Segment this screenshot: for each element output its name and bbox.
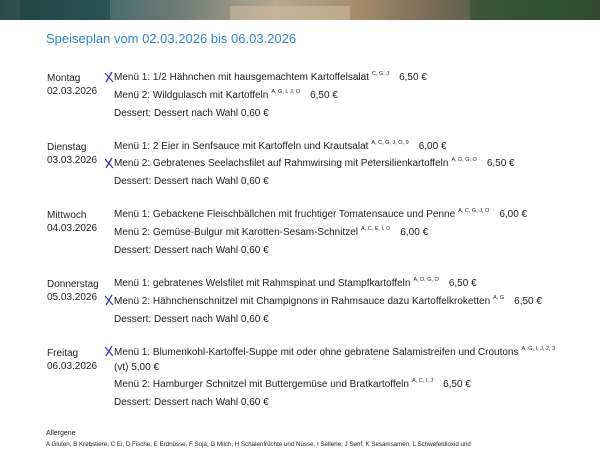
dish-price: 6,50 € <box>486 158 515 169</box>
header-photo-banner <box>0 0 600 20</box>
allergen-codes: A, D, G, O <box>451 157 477 163</box>
allergen-codes: A, C, E, I, O <box>361 226 391 232</box>
dish-menu-2 <box>114 296 542 309</box>
date: 06.03.2026 <box>47 361 98 372</box>
allergens-legend: A Gluten, B Krebstiere, C Ei, D Fische, E Erdnüsse, F Soja, G Milch, H Schalenfrüchte und Nüsse, I Sellerie, J Senf, K Sesamsamen, L Schwefeldioxid und <box>46 441 471 448</box>
allergen-codes: A, G <box>493 295 505 301</box>
dish-price: 6,00 € <box>499 209 528 220</box>
selection-mark-icon <box>104 157 114 169</box>
dish-menu-2 <box>114 90 338 103</box>
dish-menu-2 <box>114 158 515 171</box>
dish-price: 6,50 € <box>448 278 477 289</box>
banner-shape <box>230 6 350 20</box>
dish-text: Menü 2: Wildgulasch mit Kartoffeln <box>114 90 269 101</box>
banner-shape <box>470 0 590 20</box>
dish-text: Dessert: Dessert nach Wahl 0,60 € <box>114 176 269 187</box>
dish-text: Menü 1: gebratenes Welsfilet mit Rahmspinat und Stampfkartoffeln <box>114 278 411 289</box>
dish-dessert <box>114 176 269 188</box>
date: 05.03.2026 <box>47 292 98 303</box>
selection-mark-icon <box>104 71 114 83</box>
dish-text: Menü 2: Hamburger Schnitzel mit Buttergemüse und Bratkartoffeln <box>114 379 409 390</box>
weekday: Mittwoch <box>47 210 87 221</box>
selection-mark-icon <box>104 345 114 357</box>
dish-dessert <box>114 108 269 120</box>
dish-menu-1 <box>114 72 427 85</box>
dish-text: Dessert: Dessert nach Wahl 0,60 € <box>114 397 269 408</box>
dish-menu-1 <box>114 209 527 222</box>
banner-shape <box>20 0 110 20</box>
dish-text: Dessert: Dessert nach Wahl 0,60 € <box>114 245 269 256</box>
allergens-heading: Allergene <box>46 430 76 437</box>
weekday: Dienstag <box>47 142 87 153</box>
dish-price: 6,50 € <box>443 379 471 390</box>
dish-price: 6,50 € <box>514 296 542 307</box>
allergen-codes: A, C, I, J <box>411 378 434 384</box>
dish-text: Menü 2: Hähnchenschnitzel mit Champignons in Rahmsauce dazu Kartoffelkroketten <box>114 296 491 307</box>
dish-text: Menü 1: 2 Eier in Senfsauce mit Kartoffeln und Krautsalat <box>114 141 369 152</box>
allergen-codes: A, C, G, J, O <box>458 208 490 214</box>
date: 04.03.2026 <box>47 223 98 234</box>
day-label-mittwoch <box>47 209 97 235</box>
dish-menu-1 <box>114 141 447 154</box>
dish-text: Dessert: Dessert nach Wahl 0,60 € <box>114 314 269 325</box>
dish-dessert <box>114 397 269 409</box>
day-label-dienstag <box>47 141 97 167</box>
weekday: Freitag <box>47 348 79 359</box>
dish-text: Menü 2: Gemüse-Bulgur mit Karotten-Sesam-Schnitzel <box>114 227 358 238</box>
dish-text: Menü 1: Blumenkohl-Kartoffel-Suppe mit oder ohne gebratene Salamistreifen und Croutons <box>114 347 519 358</box>
dish-menu-2 <box>114 227 428 240</box>
weekday: Donnerstag <box>47 279 99 290</box>
dish-price: 6,00 € <box>418 141 447 152</box>
allergen-codes: A, G, I, J, O <box>271 89 301 95</box>
dish-text: (vt) 5,00 € <box>114 362 160 373</box>
allergen-codes: A, D, G, O <box>413 277 439 283</box>
allergen-codes: A, C, G, J, O, 9 <box>371 140 409 146</box>
day-label-montag <box>47 72 97 98</box>
day-label-donnerstag <box>47 278 99 304</box>
page-title: Speiseplan vom 02.03.2026 bis 06.03.2026 <box>46 31 297 46</box>
dish-dessert <box>114 314 269 326</box>
dish-menu-1 <box>114 278 477 291</box>
dish-menu-2 <box>114 379 471 392</box>
dish-menu-1 <box>114 347 565 360</box>
day-label-freitag <box>47 347 97 373</box>
dish-text: Menü 1: 1/2 Hähnchen mit hausgemachtem Kartoffelsalat <box>114 72 369 83</box>
dish-price: 6,50 € <box>399 72 427 83</box>
selection-mark-icon <box>104 294 114 306</box>
dish-text: Menü 1: Gebackene Fleischbällchen mit fruchtiger Tomatensauce und Penne <box>114 209 456 220</box>
weekday: Montag <box>47 73 81 84</box>
dish-text: Dessert: Dessert nach Wahl 0,60 € <box>114 108 269 119</box>
dish-text: Menü 2: Gebratenes Seelachsfilet auf Rahmwirsing mit Petersilienkartoffeln <box>114 158 449 169</box>
date: 02.03.2026 <box>47 86 98 97</box>
dish-dessert <box>114 245 269 257</box>
dish-price: 6,00 € <box>400 227 429 238</box>
dish-menu-1-price <box>114 362 159 374</box>
allergen-codes: C, G, J <box>371 71 390 77</box>
allergen-codes: A, G, I, J, 2, 3 <box>521 346 556 352</box>
date: 03.03.2026 <box>47 155 98 166</box>
dish-price: 6,50 € <box>310 90 338 101</box>
